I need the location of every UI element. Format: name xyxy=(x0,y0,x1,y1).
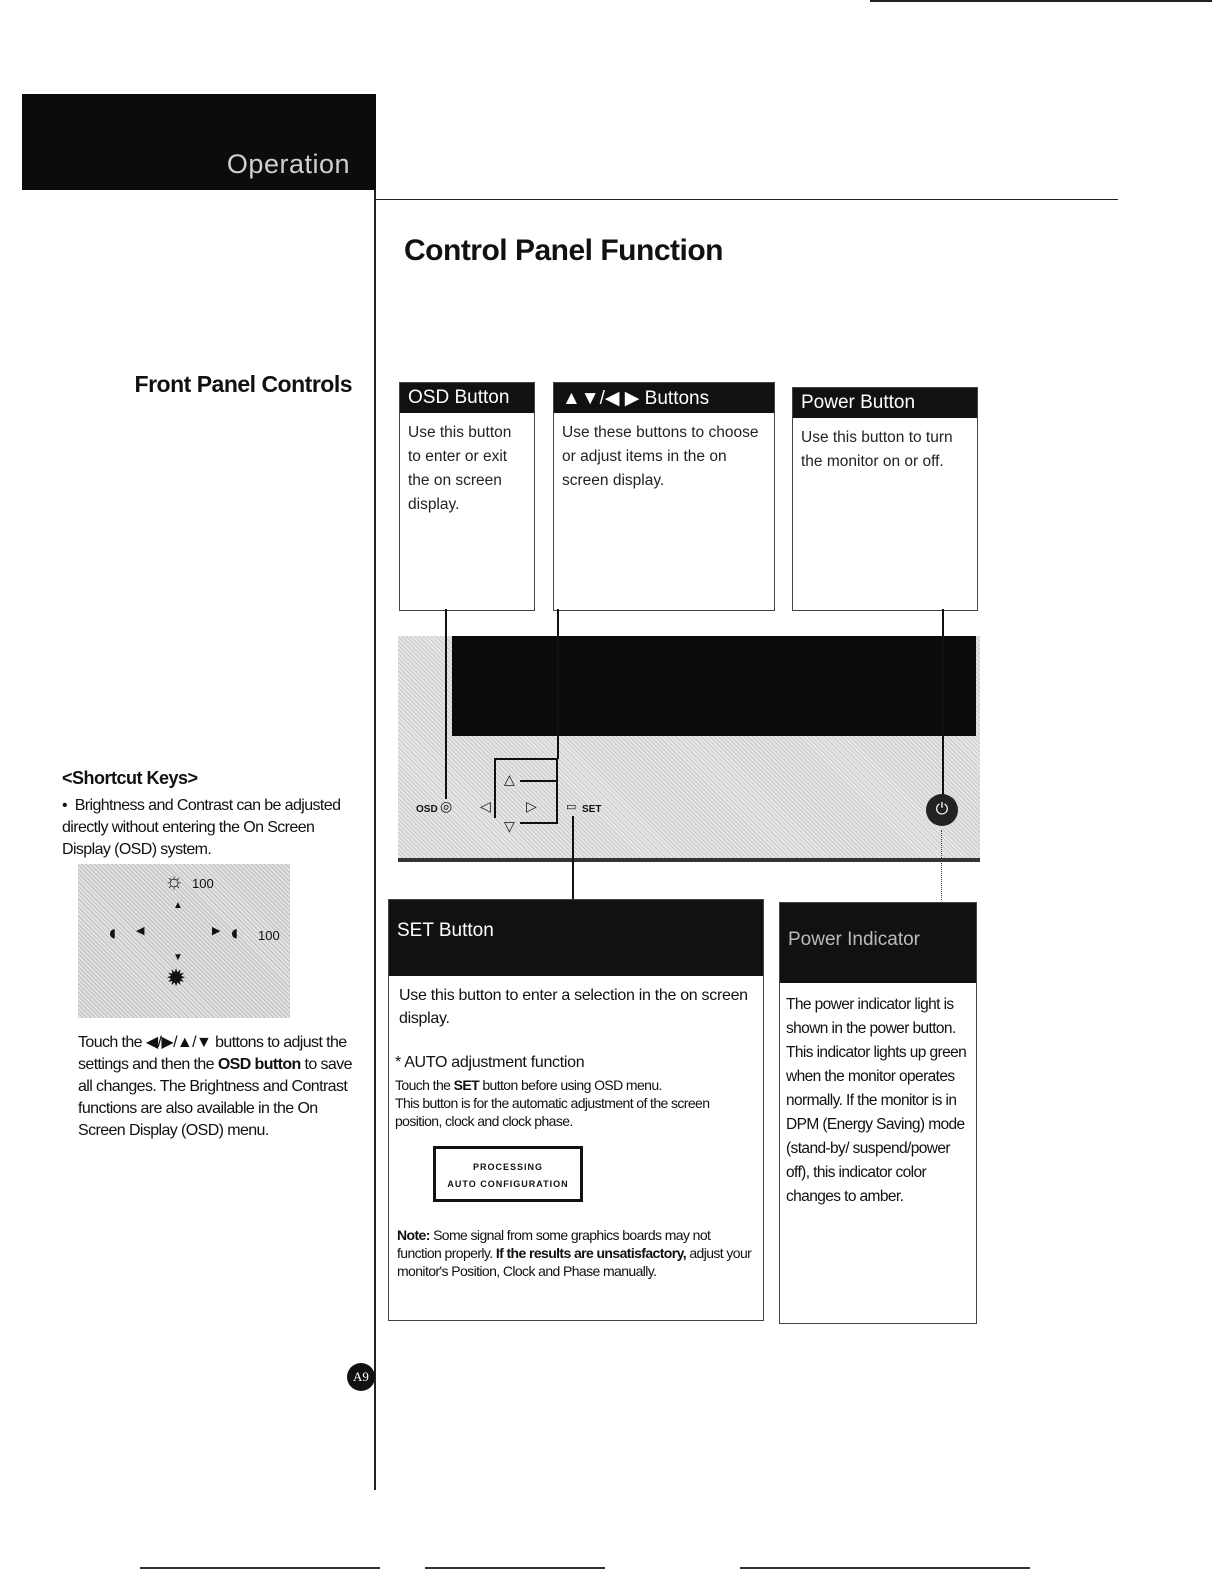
power-button-callout-title: Power Button xyxy=(793,388,977,418)
panel-left-button[interactable]: ◁ xyxy=(480,798,491,814)
down-connector xyxy=(520,822,558,824)
panel-set-icon[interactable]: ▭ xyxy=(566,801,577,813)
arrow-buttons-callout-title: ▲▼/◀ ▶ Buttons xyxy=(554,383,774,413)
note-post: adjust your monitor's Position, Clock and Phase manually. xyxy=(397,1245,752,1279)
shortcut-keys-title: <Shortcut Keys> xyxy=(62,768,198,788)
arrows-connector-h xyxy=(494,758,558,760)
brightness-low-icon: ☼ xyxy=(164,868,185,893)
processing-line1: PROCESSING xyxy=(472,1162,543,1172)
auto-adjustment-title: * AUTO adjustment function xyxy=(395,1054,585,1071)
brightness-high-icon: ✹ xyxy=(166,965,187,992)
set-button-description: Use this button to enter a selection in the on screen display. xyxy=(399,987,748,1027)
footer-line-1 xyxy=(140,1567,380,1569)
down-arrow-icon: ▼ xyxy=(173,952,183,963)
panel-up-button[interactable]: △ xyxy=(504,771,515,787)
shortcut-text-bold: OSD button xyxy=(217,1056,301,1073)
power-indicator-callout xyxy=(779,902,977,1324)
arrows-bracket xyxy=(494,758,496,818)
note-bold: If the results are unsatisfactory, xyxy=(495,1245,687,1261)
shortcut-text-post: to save all changes. The Brightness and Contrast functions are also available in the On Screen Display (OSD) menu. xyxy=(78,1056,352,1139)
osd-connector xyxy=(445,609,447,799)
power-indicator-text: The power indicator light is shown in the power button. This indicator lights up green when the monitor operates normally. If the monitor is in DPM (Energy Saving) mode (stand-by/ suspend/power off), this indicator color changes to amber. xyxy=(786,996,967,1205)
osd-callout xyxy=(399,382,535,611)
arrow-buttons-callout xyxy=(553,382,775,611)
note-pre: Some signal from some graphics boards may not function properly. xyxy=(397,1227,711,1261)
arrows-connector xyxy=(557,609,559,759)
processing-line2: AUTO CONFIGURATION xyxy=(447,1179,569,1189)
osd-callout-title: OSD Button xyxy=(400,383,534,413)
processing-dialog xyxy=(433,1146,583,1202)
panel-right-button[interactable]: ▷ xyxy=(526,798,537,814)
contrast-high-icon: ◐ xyxy=(230,920,244,945)
shortcut-bullet xyxy=(62,795,358,861)
auto-line1-post: button before using OSD menu. xyxy=(479,1077,662,1093)
footer-line-3 xyxy=(740,1567,1030,1569)
contrast-low-icon: ◐ xyxy=(108,920,122,945)
page-number: A9 xyxy=(347,1363,375,1391)
osd-callout-text: Use this button to enter or exit the on screen display. xyxy=(408,424,512,513)
auto-line2: This button is for the automatic adjustment of the screen position, clock and clock phase. xyxy=(395,1095,710,1129)
shortcut-keys-image xyxy=(78,864,290,1018)
header-tab xyxy=(22,94,376,190)
indicator-connector xyxy=(941,830,942,900)
header-rule xyxy=(374,199,1118,200)
auto-line1-pre: Touch the xyxy=(395,1077,454,1093)
power-indicator-callout-title: Power Indicator xyxy=(780,903,976,983)
left-arrow-icon: ◀ xyxy=(136,925,145,937)
panel-osd-button[interactable]: ◎ xyxy=(440,798,453,814)
auto-line1-bold: SET xyxy=(453,1077,480,1093)
footer-line-2 xyxy=(425,1567,605,1569)
header-title: Operation xyxy=(226,149,350,179)
auto-adjustment-text xyxy=(389,1072,763,1130)
vertical-rule xyxy=(374,190,376,1490)
shortcut-instructions xyxy=(78,1032,358,1142)
panel-osd-label: OSD xyxy=(416,804,438,815)
page-title: Control Panel Function xyxy=(404,234,723,267)
left-heading: Front Panel Controls xyxy=(134,371,352,397)
arrows-bracket-right xyxy=(556,758,558,824)
right-arrow-icon: ▶ xyxy=(212,925,221,937)
power-icon: ⏻ xyxy=(935,801,949,818)
set-connector xyxy=(572,816,574,900)
set-button-callout xyxy=(388,899,764,1321)
brightness-value: 100 xyxy=(192,876,214,891)
panel-set-label: SET xyxy=(582,804,602,815)
set-note xyxy=(389,1202,763,1280)
power-connector xyxy=(942,609,944,797)
monitor-screen-bezel xyxy=(452,636,976,736)
set-button-callout-title: SET Button xyxy=(389,900,763,976)
power-button-callout xyxy=(792,387,978,611)
panel-down-button[interactable]: ▽ xyxy=(504,818,515,834)
contrast-value: 100 xyxy=(258,928,280,943)
top-edge-line xyxy=(870,0,1212,2)
arrow-buttons-callout-text: Use these buttons to choose or adjust items in the on screen display. xyxy=(562,424,759,489)
shortcut-text-pre: Touch the ◀/▶/▲/▼ buttons to adjust the settings and then the xyxy=(78,1034,347,1073)
bullet-dot: • xyxy=(62,797,75,814)
note-label: Note: xyxy=(397,1227,430,1243)
up-arrow-icon: ▲ xyxy=(173,900,183,911)
panel-power-button[interactable] xyxy=(926,794,958,826)
up-connector xyxy=(520,780,558,782)
shortcut-bullet-text: Brightness and Contrast can be adjusted directly without entering the On Screen Display (OSD) system. xyxy=(62,797,341,858)
power-button-callout-text: Use this button to turn the monitor on or off. xyxy=(801,429,953,470)
